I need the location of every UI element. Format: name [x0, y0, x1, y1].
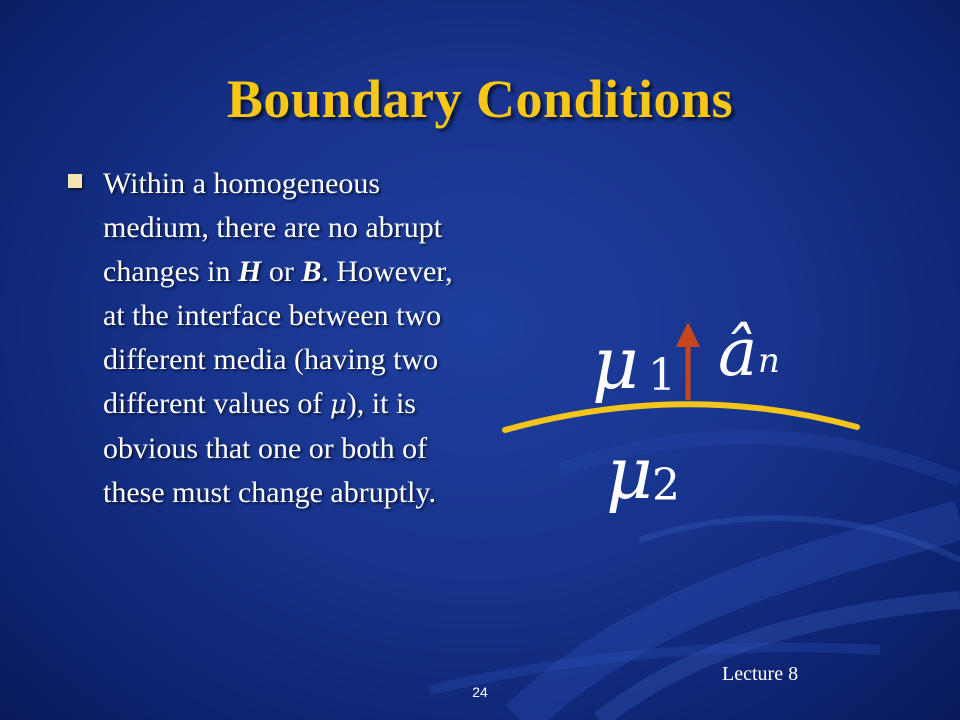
normal-subscript: n [758, 341, 780, 381]
symbol-mu: μ [329, 390, 347, 420]
symbol-b: B [301, 255, 322, 288]
mu1-symbol: μ [592, 321, 639, 405]
mu2-symbol: μ [606, 431, 653, 515]
bullet-text-part1: Within a homogeneous medium, there are no abrupt changes in [103, 167, 443, 288]
mu2-subscript: 2 [652, 460, 680, 511]
footer-lecture: Lecture 8 [722, 663, 799, 685]
mu1-subscript: 1 [648, 350, 676, 401]
normal-arrow-head [676, 322, 700, 347]
interface-curve [505, 404, 857, 430]
bullet-text-part4: ), it is obvious that one or both of these must change abruptly. [103, 387, 436, 509]
slide-title: Boundary Conditions [226, 69, 734, 129]
bullet-text-part3: . However, at the interface between two different media (having two different values of [103, 255, 453, 420]
page-number: 24 [472, 684, 488, 700]
normal-unit-vector-symbol: â [718, 314, 758, 391]
bullet-text-part2: or [261, 255, 302, 288]
symbol-h: H [237, 255, 262, 288]
